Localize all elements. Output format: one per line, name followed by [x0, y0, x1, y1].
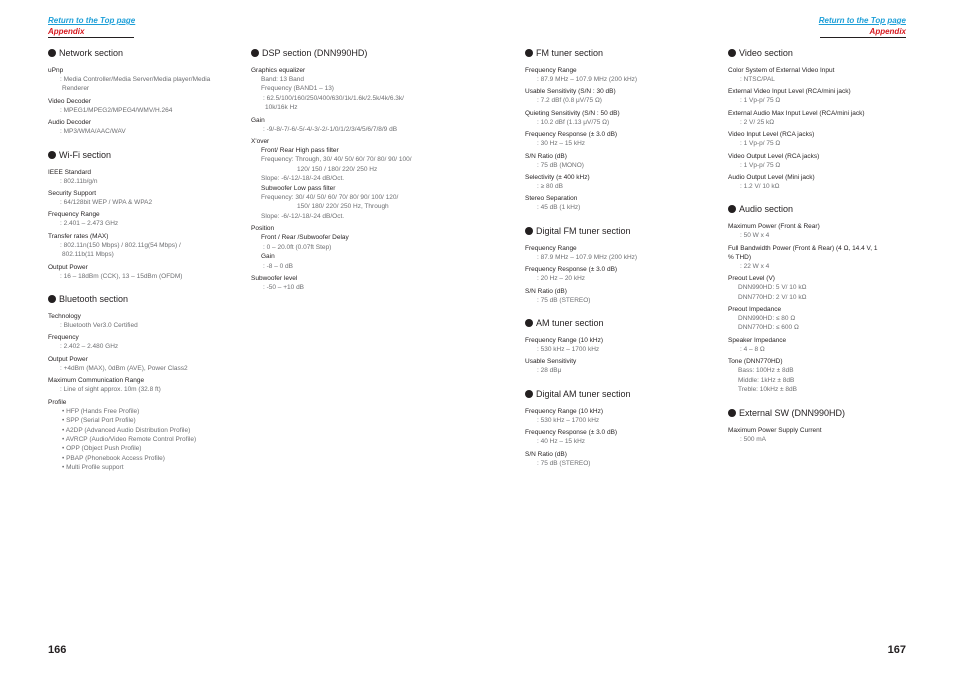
section-title: Digital AM tuner section	[536, 388, 631, 399]
bullet-dot-icon	[525, 49, 533, 57]
spec-label: Maximum Communication Range	[48, 377, 145, 385]
spec-value: : -8 – 0 dB	[263, 262, 293, 270]
spec-label: Video Input Level (RCA jacks)	[728, 131, 815, 139]
section-title: Network section	[59, 48, 124, 58]
spec-value: 150/ 180/ 220/ 250 Hz, Through	[297, 203, 389, 211]
spec-label: Output Power	[48, 263, 88, 271]
spec-label: Technology	[48, 313, 81, 321]
spec-value: : 4 – 8 Ω	[740, 345, 765, 353]
spec-value: Frequency (BAND1 – 13)	[261, 85, 334, 93]
spec-label: S/N Ratio (dB)	[525, 287, 567, 295]
video-section	[728, 47, 908, 191]
spec-value: : 500 mA	[740, 435, 767, 443]
spec-value: : 75 dB (MONO)	[537, 161, 584, 169]
spec-label: Tone (DNN770HD)	[728, 358, 783, 366]
bullet-dot-icon	[48, 151, 56, 159]
spec-label: Output Power	[48, 355, 88, 363]
header-left	[48, 15, 135, 37]
spec-value: : MPEG1/MPEG2/MPEG4/WMV/H.264	[60, 106, 173, 114]
return-to-top-link-left[interactable]: Return to the Top page	[48, 16, 136, 25]
spec-label: Quieting Sensitivity (S/N : 50 dB)	[525, 109, 620, 117]
profile-list-item: • OPP (Object Push Profile)	[62, 445, 142, 453]
spec-value: : 16 – 18dBm (CCK), 13 – 15dBm (OFDM)	[60, 272, 183, 280]
spec-label: Transfer rates (MAX)	[48, 232, 109, 240]
spec-label: Frequency Response (± 3.0 dB)	[525, 131, 618, 139]
bullet-dot-icon	[48, 295, 56, 303]
spec-value: : 20 Hz – 20 kHz	[537, 275, 586, 283]
spec-label: Frequency Range	[525, 244, 577, 252]
spec-label: Video Output Level (RCA jacks)	[728, 152, 820, 160]
spec-value: : 62.5/100/160/250/400/630/1k/1.6k/2.5k/4k/6.3k/	[263, 94, 404, 102]
spec-value: Middle: 1kHz ± 8dB	[738, 376, 795, 384]
digital-am-tuner-section	[525, 388, 715, 468]
spec-label: Preout Level (V)	[728, 275, 775, 283]
bullet-dot-icon	[48, 49, 56, 57]
spec-value: Band: 13 Band	[261, 76, 305, 83]
spec-label: Frequency Range (10 kHz)	[525, 407, 604, 415]
spec-label: Audio Decoder	[48, 119, 91, 127]
header-right	[819, 15, 906, 37]
spec-label: Position	[251, 225, 275, 233]
spec-value: : 530 kHz – 1700 kHz	[537, 416, 600, 424]
spec-value: Frequency: Through, 30/ 40/ 50/ 60/ 70/ 80/ 90/ 100/	[261, 156, 412, 164]
profile-list-item: • A2DP (Advanced Audio Distribution Profile)	[62, 426, 191, 434]
spec-label: Color System of External Video Input	[728, 67, 835, 74]
spec-value: : 87.9 MHz – 107.9 MHz (200 kHz)	[537, 253, 638, 261]
spec-label: Maximum Power Supply Current	[728, 426, 822, 434]
spec-value: : 64/128bit WEP / WPA & WPA2	[60, 199, 153, 207]
spec-value: 10k/16k Hz	[265, 104, 298, 112]
return-to-top-link-right[interactable]: Return to the Top page	[818, 16, 906, 25]
spec-value: Treble: 10kHz ± 8dB	[738, 386, 797, 394]
spec-value: : 75 dB (STEREO)	[537, 296, 591, 304]
spec-value: : 1.2 V/ 10 kΩ	[740, 183, 780, 191]
spec-value: Frequency: 30/ 40/ 50/ 60/ 70/ 80/ 90/ 100/ 120/	[261, 194, 399, 202]
spec-value: : 50 W x 4	[740, 232, 770, 240]
spec-label: Frequency Response (± 3.0 dB)	[525, 429, 618, 437]
spec-value: Renderer	[62, 85, 90, 93]
section-title: Wi-Fi section	[59, 149, 112, 160]
section-title: AM tuner section	[536, 318, 604, 329]
header-rule-left	[48, 37, 134, 38]
spec-sublabel: Front/ Rear High pass filter	[261, 147, 339, 155]
spec-label: Selectivity (± 400 kHz)	[525, 174, 590, 182]
spec-value: Slope: -6/-12/-18/-24 dB/Oct.	[261, 175, 345, 183]
bullet-dot-icon	[728, 409, 736, 417]
profile-list-item: • PBAP (Phonebook Access Profile)	[62, 454, 165, 462]
bullet-dot-icon	[728, 205, 736, 213]
spec-label: Graphics equalizer	[251, 67, 306, 74]
appendix-label-right: Appendix	[869, 27, 906, 36]
spec-label: Profile	[48, 398, 67, 406]
spec-label: uPnp	[48, 67, 64, 74]
wifi-section	[48, 149, 238, 281]
column-4	[728, 47, 908, 456]
profile-list-item: • Multi Profile support	[62, 464, 124, 472]
spec-value: : 45 dB (1 kHz)	[537, 204, 581, 212]
profile-list-item: • HFP (Hands Free Profile)	[62, 407, 140, 415]
bullet-dot-icon	[525, 319, 533, 327]
spec-value: : Media Controller/Media Server/Media player/Media	[60, 76, 211, 83]
spec-label: Frequency Range	[48, 211, 100, 219]
spec-label: S/N Ratio (dB)	[525, 152, 567, 160]
spec-value: : 87.9 MHz – 107.9 MHz (200 kHz)	[537, 76, 638, 83]
column-2	[251, 47, 451, 304]
digital-fm-tuner-section	[525, 225, 715, 305]
section-title: FM tuner section	[536, 48, 604, 58]
spec-value: 120/ 150 / 180/ 220/ 250 Hz	[297, 165, 378, 173]
spec-sublabel: Gain	[261, 253, 275, 261]
spec-value: : 802.11n(150 Mbps) / 802.11g(54 Mbps) /	[60, 241, 181, 249]
column-3	[525, 47, 715, 480]
profile-list-item: • AVRCP (Audio/Video Remote Control Profile)	[62, 435, 197, 443]
spec-value: : -9/-8/-7/-6/-5/-4/-3/-2/-1/0/1/2/3/4/5/6/7/8/9 dB	[263, 125, 398, 133]
spec-value: : 2.401 – 2.473 GHz	[60, 220, 119, 228]
spec-label: Usable Sensitivity (S/N : 30 dB)	[525, 88, 616, 96]
spec-label: Subwoofer level	[251, 274, 298, 282]
spec-value: : MP3/WMA/AAC/WAV	[60, 128, 126, 136]
spec-value: : 10.2 dBf (1.13 μV/75 Ω)	[537, 118, 610, 126]
spec-value: : 40 Hz – 15 kHz	[537, 438, 586, 446]
spec-value: 802.11b(11 Mbps)	[62, 251, 114, 259]
page-number-right: 167	[887, 644, 906, 656]
section-title: DSP section (DNN990HD)	[262, 48, 368, 58]
spec-value: DNN770HD: ≤ 600 Ω	[738, 324, 799, 332]
spec-label: IEEE Standard	[48, 168, 91, 176]
spec-label: Gain	[251, 116, 265, 124]
spec-value: : 0 – 20.0ft (0.07ft Step)	[263, 243, 332, 251]
section-title: Audio section	[739, 204, 794, 215]
column-1	[48, 47, 238, 485]
spec-value: Bass: 100Hz ± 8dB	[738, 367, 794, 375]
spec-value: : 1 Vp-p/ 75 Ω	[740, 161, 781, 169]
spec-value: : 30 Hz – 15 kHz	[537, 140, 586, 148]
audio-section	[728, 203, 908, 394]
spec-value: DNN990HD: 5 V/ 10 kΩ	[738, 284, 807, 292]
bullet-dot-icon	[728, 49, 736, 57]
spec-label: Frequency	[48, 334, 79, 342]
bullet-dot-icon	[525, 390, 533, 398]
section-title: Video section	[739, 48, 793, 58]
spec-value: : 1 Vp-p/ 75 Ω	[740, 140, 781, 148]
spec-label: X'over	[251, 138, 270, 146]
am-tuner-section	[525, 317, 715, 376]
spec-label: Frequency Range	[525, 67, 577, 74]
spec-sublabel: Front / Rear /Subwoofer Delay	[261, 234, 349, 242]
spec-label: Video Decoder	[48, 97, 91, 105]
spec-value: Slope: -6/-12/-18/-24 dB/Oct.	[261, 212, 345, 220]
spec-value: : 2.402 – 2.480 GHz	[60, 343, 119, 351]
spec-label: Security Support	[48, 190, 97, 198]
header-rule-right	[820, 37, 906, 38]
spec-label: Frequency Range (10 kHz)	[525, 337, 604, 345]
spec-label: External Video Input Level (RCA/mini jack)	[728, 88, 851, 96]
spec-value: : ≥ 80 dB	[537, 183, 563, 191]
spec-value: : Bluetooth Ver3.0 Certified	[60, 322, 138, 330]
spec-value: : 802.11b/g/n	[60, 177, 98, 185]
page-number-left: 166	[48, 644, 67, 656]
spec-value: : NTSC/PAL	[740, 76, 775, 83]
spec-value: : -50 – +10 dB	[263, 283, 305, 291]
spec-value: DNN770HD: 2 V/ 10 kΩ	[738, 293, 807, 301]
external-sw-section	[728, 407, 908, 444]
spec-label: Speaker Impedance	[728, 336, 787, 344]
appendix-label-left: Appendix	[48, 27, 85, 36]
spec-value: : 75 dB (STEREO)	[537, 459, 591, 467]
profile-list-item: • SPP (Serial Port Profile)	[62, 417, 136, 425]
bullet-dot-icon	[525, 227, 533, 235]
spec-value: : Line of sight approx. 10m (32.8 ft)	[60, 386, 161, 394]
spec-label: Audio Output Level (Mini jack)	[728, 174, 815, 182]
section-title: Digital FM tuner section	[536, 225, 631, 236]
spec-value: : 7.2 dBf (0.8 μV/75 Ω)	[537, 97, 602, 105]
spec-value: : 2 V/ 25 kΩ	[740, 118, 775, 126]
bluetooth-section	[48, 293, 238, 472]
section-title: Bluetooth section	[59, 294, 129, 305]
spec-label: Preout Impedance	[728, 306, 782, 314]
spec-label: S/N Ratio (dB)	[525, 450, 567, 458]
spec-value: : 22 W x 4	[740, 262, 770, 270]
spec-value: : 1 Vp-p/ 75 Ω	[740, 97, 781, 105]
network-section	[48, 47, 238, 137]
spec-value: : 28 dBμ	[537, 367, 562, 375]
spec-value: : 530 kHz – 1700 kHz	[537, 346, 600, 354]
spec-label: Usable Sensitivity	[525, 358, 577, 366]
spec-label: Maximum Power (Front & Rear)	[728, 223, 820, 231]
bullet-dot-icon	[251, 49, 259, 57]
spec-sublabel: Subwoofer Low pass filter	[261, 184, 336, 192]
spec-label: Stereo Separation	[525, 195, 578, 203]
section-title: External SW (DNN990HD)	[739, 407, 846, 418]
dsp-section	[251, 47, 451, 292]
spec-label: Frequency Response (± 3.0 dB)	[525, 266, 618, 274]
spec-value: DNN990HD: ≤ 80 Ω	[738, 315, 796, 323]
spec-value: : +4dBm (MAX), 0dBm (AVE), Power Class2	[60, 364, 188, 372]
fm-tuner-section	[525, 47, 715, 213]
spec-label: Full Bandwidth Power (Front & Rear) (4 Ω, 14.4 V, 1	[728, 244, 878, 252]
spec-label: External Audio Max Input Level (RCA/mini jack)	[728, 109, 865, 117]
spec-label: % THD)	[728, 253, 751, 261]
